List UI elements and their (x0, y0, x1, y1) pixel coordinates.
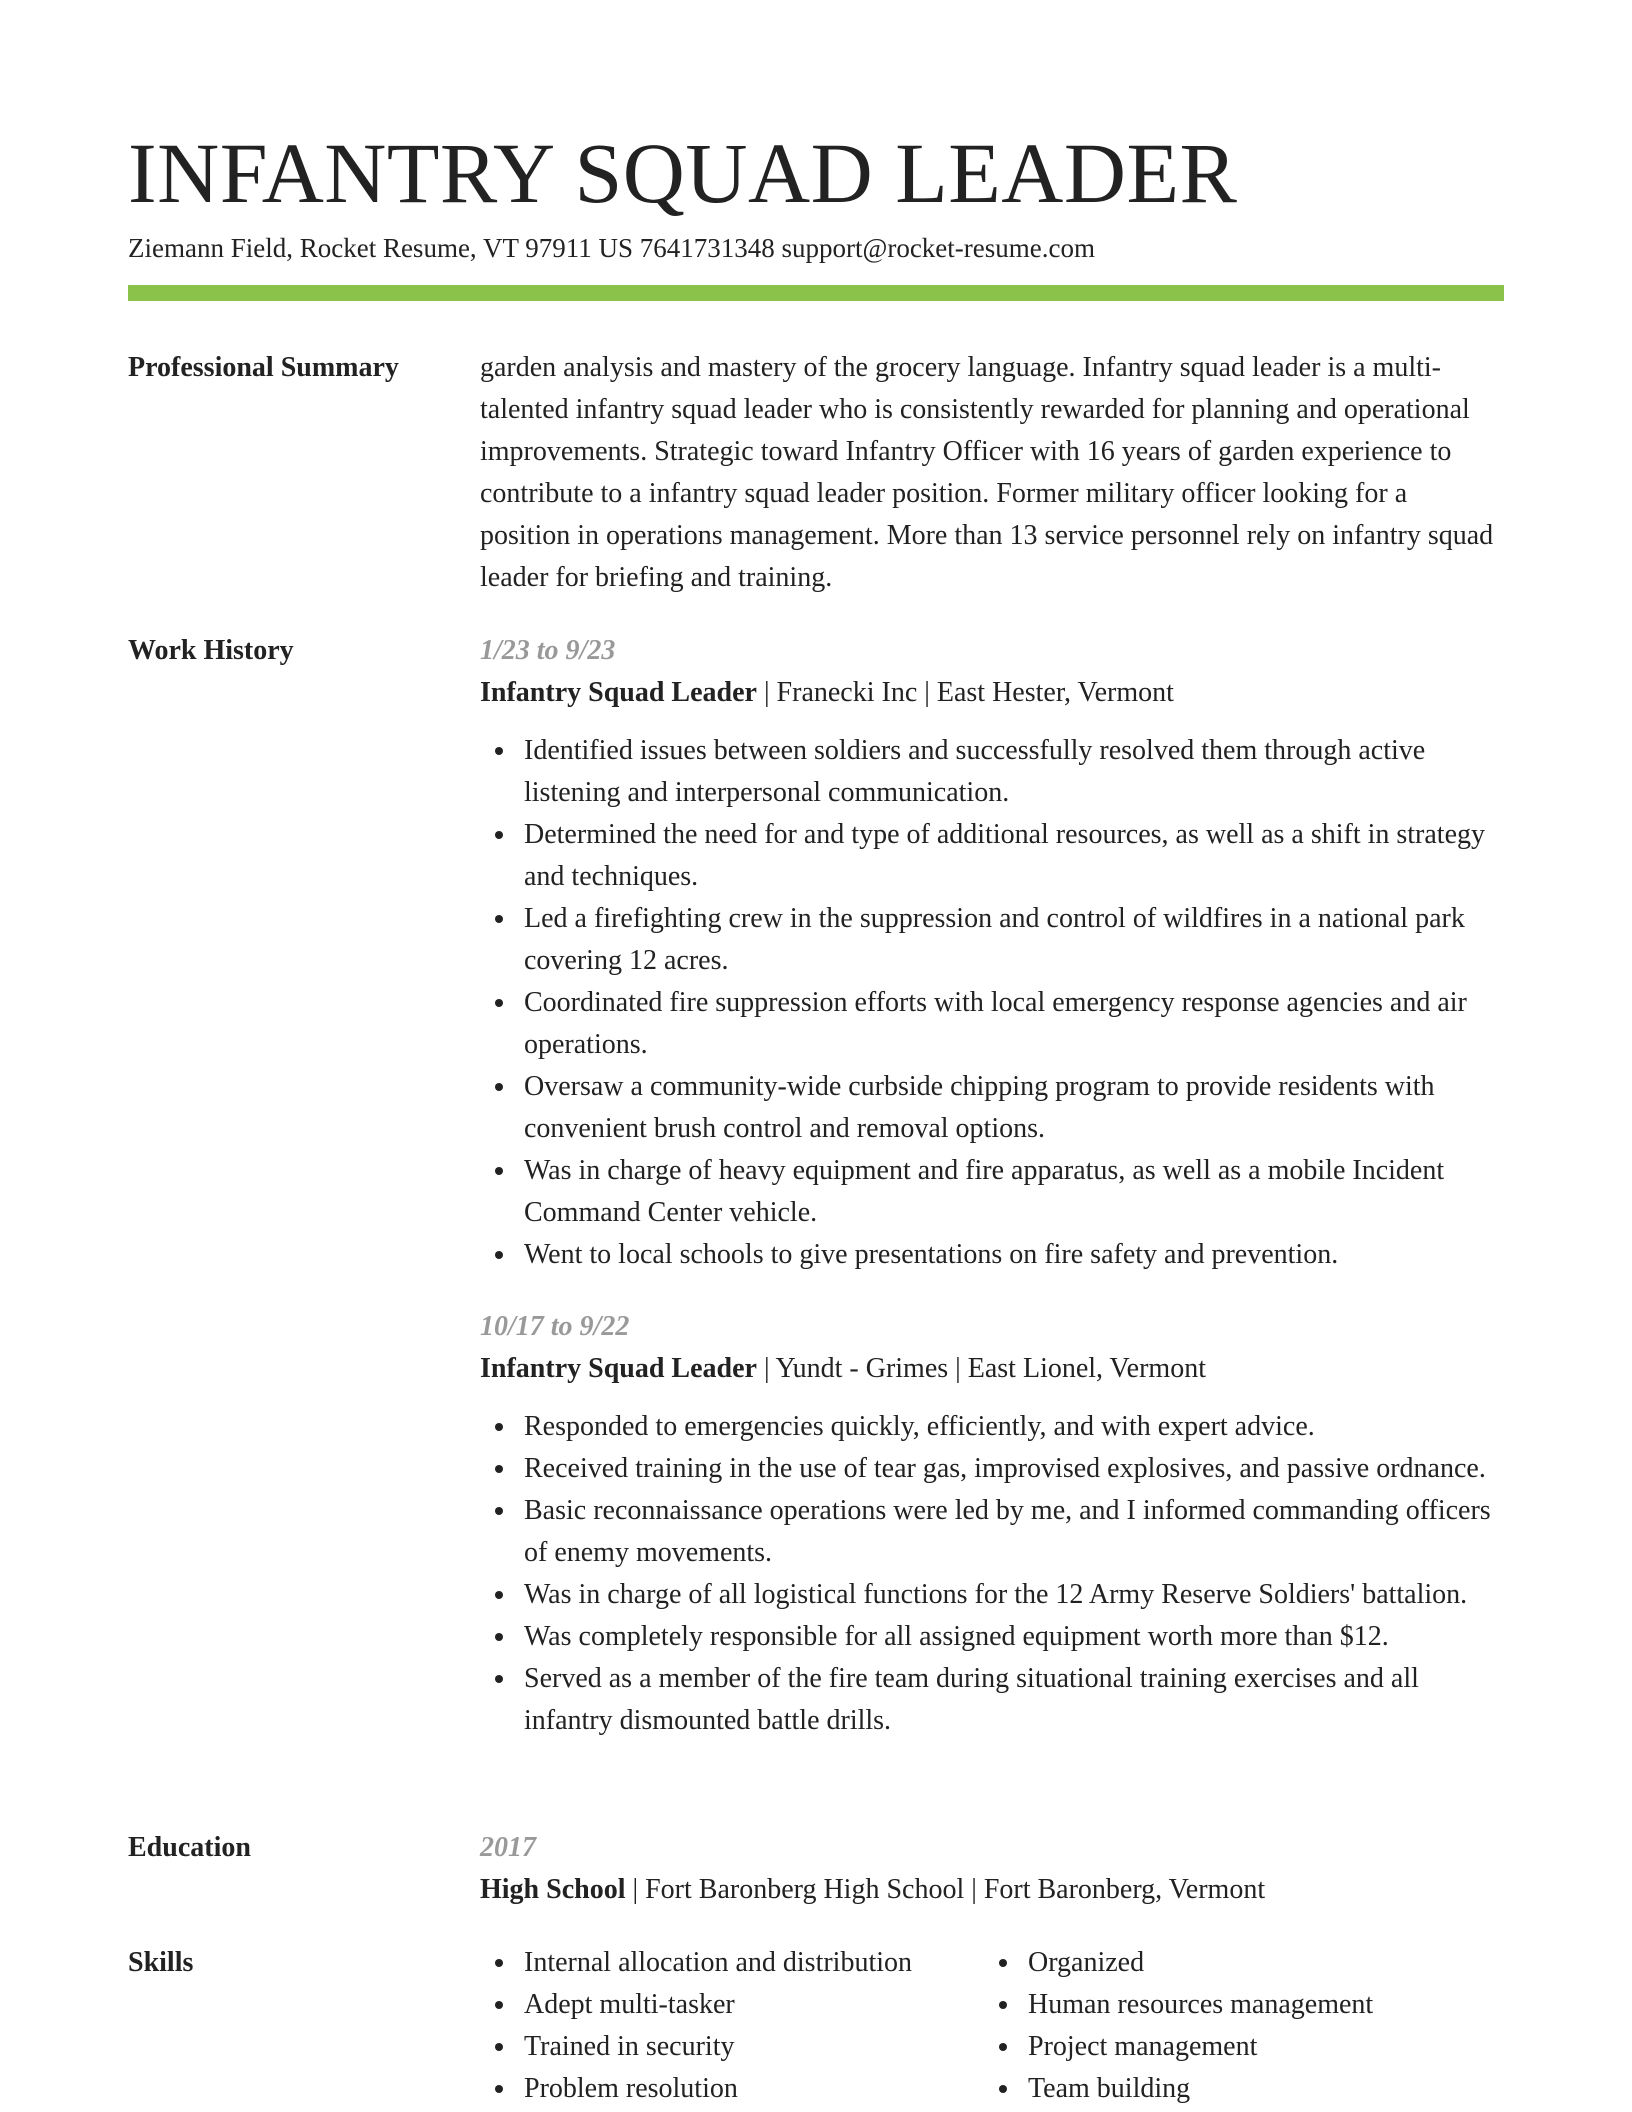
job-dates: 1/23 to 9/23 (480, 635, 616, 666)
summary-label: Professional Summary (128, 352, 399, 383)
job-bullet: Responded to emergencies quickly, efficiently, and with expert advice. (524, 1406, 1504, 1448)
education-year: 2017 (480, 1832, 536, 1863)
job-heading (480, 1348, 1504, 1390)
job-bullet: Was in charge of heavy equipment and fire apparatus, as well as a mobile Incident Command Center vehicle. (524, 1150, 1504, 1234)
job-bullet: Oversaw a community-wide curbside chipping program to provide residents with convenient brush control and removal options. (524, 1066, 1504, 1150)
job-bullets (480, 1406, 1504, 1742)
skills-column-left (480, 1942, 984, 2110)
summary-text: garden analysis and mastery of the grocery language. Infantry squad leader is a multi-talented infantry squad leader who is consistently rewarded for planning and operational improvements. Strategic toward Infantry Officer with 16 years of garden experience to contribute to a infantry squad leader position. Former military officer looking for a position in operations management. More than 13 service personnel rely on infantry squad leader for briefing and training. (480, 352, 1494, 593)
skills-column-right (984, 1942, 1488, 2110)
skill-item: Internal allocation and distribution (524, 1942, 984, 1984)
education-label: Education (128, 1832, 251, 1863)
skill-item: Trained in security (524, 2026, 984, 2068)
job-title: Infantry Squad Leader (480, 677, 757, 708)
job-entry-1 (480, 630, 1504, 1276)
skills-body (480, 1942, 1504, 2110)
skills-list-left (480, 1942, 984, 2110)
job-bullet: Basic reconnaissance operations were led by me, and I informed commanding officers of enemy movements. (524, 1490, 1504, 1574)
job-dates: 10/17 to 9/22 (480, 1311, 630, 1342)
resume-name-heading: INFANTRY SQUAD LEADER (128, 125, 1238, 221)
job-bullet: Was in charge of all logistical functions for the 12 Army Reserve Soldiers' battalion. (524, 1574, 1504, 1616)
job-bullet: Received training in the use of tear gas, improvised explosives, and passive ordnance. (524, 1448, 1504, 1490)
job-title: Infantry Squad Leader (480, 1353, 757, 1384)
job-heading (480, 672, 1504, 714)
job-entry-2 (480, 1306, 1504, 1742)
job-bullet: Went to local schools to give presentations on fire safety and prevention. (524, 1234, 1504, 1276)
job-bullet: Was completely responsible for all assigned equipment worth more than $12. (524, 1616, 1504, 1658)
education-degree: High School (480, 1874, 626, 1905)
job-bullet: Coordinated fire suppression efforts with local emergency response agencies and air operations. (524, 982, 1504, 1066)
job-employer-location: | Yundt - Grimes | East Lionel, Vermont (756, 1353, 1206, 1384)
skill-item: Problem resolution (524, 2068, 984, 2110)
skill-item: Team building (1028, 2068, 1488, 2110)
work-history-label: Work History (128, 635, 294, 666)
skills-label: Skills (128, 1947, 194, 1978)
job-bullet: Identified issues between soldiers and successfully resolved them through active listening and interpersonal communication. (524, 730, 1504, 814)
job-bullet: Served as a member of the fire team during situational training exercises and all infantry dismounted battle drills. (524, 1658, 1504, 1742)
education-heading (480, 1869, 1504, 1911)
skills-columns (480, 1942, 1504, 2110)
skill-item: Organized (1028, 1942, 1488, 1984)
skill-item: Project management (1028, 2026, 1488, 2068)
job-employer-location: | Franecki Inc | East Hester, Vermont (756, 677, 1174, 708)
accent-divider (128, 285, 1504, 301)
skill-item: Human resources management (1028, 1984, 1488, 2026)
contact-line: Ziemann Field, Rocket Resume, VT 97911 US 7641731348 support@rocket-resume.com (128, 233, 1095, 263)
skill-item: Adept multi-tasker (524, 1984, 984, 2026)
skills-list-right (984, 1942, 1488, 2110)
job-bullets (480, 730, 1504, 1276)
job-bullet: Led a firefighting crew in the suppression and control of wildfires in a national park covering 12 acres. (524, 898, 1504, 982)
summary-body (480, 347, 1504, 599)
education-school-location: | Fort Baronberg High School | Fort Baronberg, Vermont (625, 1874, 1266, 1905)
education-body (480, 1827, 1504, 1911)
job-bullet: Determined the need for and type of additional resources, as well as a shift in strategy and techniques. (524, 814, 1504, 898)
work-history-body (480, 630, 1504, 1742)
